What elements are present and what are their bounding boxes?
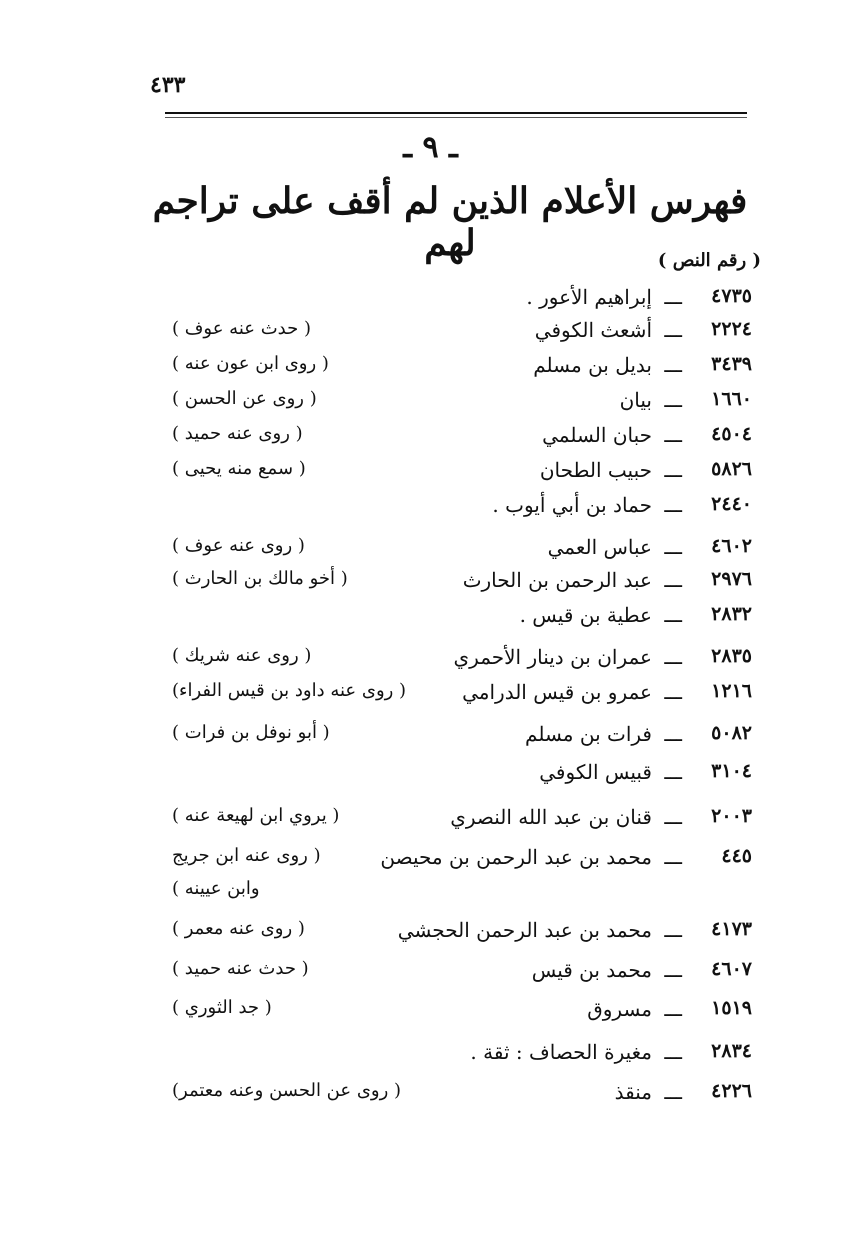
index-entry <box>150 645 760 679</box>
entry-note: ( أبو نوفل بن فرات ) <box>172 722 330 743</box>
entry-dash: ـــ <box>664 285 682 309</box>
index-entry <box>150 458 760 492</box>
note-continuation: وابن عيينه ) <box>172 878 260 899</box>
header-rule <box>165 112 747 114</box>
entry-name: منقذ <box>614 1080 652 1104</box>
entry-number: ٢٨٣٥ <box>711 645 752 667</box>
entry-note: ( حدث عنه حميد ) <box>172 958 309 979</box>
entry-name: مسروق <box>587 997 652 1021</box>
index-entry <box>150 1080 760 1114</box>
entry-note: ( روى عنه ابن جريج <box>172 845 321 866</box>
entry-name: محمد بن عبد الرحمن بن محيصن <box>380 845 652 869</box>
entry-name: عبد الرحمن بن الحارث <box>462 568 652 592</box>
entry-number: ٣٤٣٩ <box>711 353 752 375</box>
entry-name: مغيرة الحصاف : ثقة . <box>470 1040 652 1064</box>
entry-note: ( روى عنه داود بن قيس الفراء) <box>172 680 407 701</box>
entry-name: محمد بن عبد الرحمن الحجشي <box>397 918 652 942</box>
entry-dash: ـــ <box>664 805 682 829</box>
index-entry <box>150 353 760 387</box>
entry-number: ٤٧٣٥ <box>711 285 752 307</box>
entry-dash: ـــ <box>664 1080 682 1104</box>
header-rule-thin <box>165 117 747 118</box>
entry-note: ( حدث عنه عوف ) <box>172 318 311 339</box>
entry-number: ٥٠٨٢ <box>711 722 752 744</box>
entry-number: ٢٠٠٣ <box>711 805 752 827</box>
entry-number: ٤٦٠٢ <box>711 535 752 557</box>
entry-name: قنان بن عبد الله النصري <box>450 805 652 829</box>
entry-dash: ـــ <box>664 680 682 704</box>
index-entry <box>150 722 760 756</box>
entry-name: أشعث الكوفي <box>534 318 652 342</box>
entry-number: ٢٨٣٢ <box>711 603 752 625</box>
entry-dash: ـــ <box>664 423 682 447</box>
entry-dash: ـــ <box>664 645 682 669</box>
index-entry <box>150 1040 760 1074</box>
index-entry <box>150 680 760 714</box>
entry-name: حماد بن أبي أيوب . <box>492 493 652 517</box>
entry-name: عمران بن دينار الأحمري <box>453 645 652 669</box>
entry-dash: ـــ <box>664 568 682 592</box>
entry-dash: ـــ <box>664 997 682 1021</box>
entry-dash: ـــ <box>664 958 682 982</box>
entry-number: ٥٨٢٦ <box>711 458 752 480</box>
page-number: ٤٣٣ <box>150 72 186 98</box>
entry-name: عباس العمي <box>547 535 652 559</box>
entry-name: حبان السلمي <box>542 423 652 447</box>
index-entry <box>150 318 760 352</box>
entry-name: عطية بن قيس . <box>519 603 652 627</box>
entry-number: ٢٨٣٤ <box>711 1040 752 1062</box>
entry-dash: ـــ <box>664 918 682 942</box>
entry-dash: ـــ <box>664 760 682 784</box>
entry-number: ٤٢٢٦ <box>711 1080 752 1102</box>
section-number: ـ ٩ ـ <box>403 130 458 165</box>
entry-note: ( روى عنه عوف ) <box>172 535 305 556</box>
entry-number: ١٦٦٠ <box>711 388 752 410</box>
entry-dash: ـــ <box>664 388 682 412</box>
entry-note: ( روى عنه شريك ) <box>172 645 312 666</box>
entry-name: عمرو بن قيس الدرامي <box>462 680 652 704</box>
index-entry <box>150 845 760 879</box>
page-title: فهرس الأعلام الذين لم أقف على تراجم لهم <box>152 180 748 264</box>
index-entry <box>150 493 760 527</box>
entry-number: ٢٤٤٠ <box>711 493 752 515</box>
entry-name: بيان <box>619 388 652 412</box>
entry-note: ( أخو مالك بن الحارث ) <box>172 568 348 589</box>
entry-note: ( روى عن الحسن ) <box>172 388 317 409</box>
index-entry <box>150 918 760 952</box>
entry-number: ٤١٧٣ <box>711 918 752 940</box>
entry-name: حبيب الطحان <box>539 458 652 482</box>
entry-name: قبيس الكوفي <box>539 760 652 784</box>
entry-name: إبراهيم الأعور . <box>526 285 652 309</box>
index-entry <box>150 997 760 1031</box>
entry-dash: ـــ <box>664 458 682 482</box>
entry-number: ٢٩٧٦ <box>711 568 752 590</box>
entry-name: فرات بن مسلم <box>525 722 652 746</box>
index-entry <box>150 535 760 569</box>
index-entry <box>150 568 760 602</box>
entry-note: ( سمع منه يحيى ) <box>172 458 306 479</box>
entry-number: ٤٥٠٤ <box>711 423 752 445</box>
entry-number: ٣١٠٤ <box>711 760 752 782</box>
entry-number: ٤٤٥ <box>721 845 752 867</box>
entry-dash: ـــ <box>664 318 682 342</box>
entry-number: ١٥١٩ <box>711 997 752 1019</box>
entry-dash: ـــ <box>664 722 682 746</box>
entry-dash: ـــ <box>664 353 682 377</box>
index-entry <box>150 760 760 794</box>
entry-dash: ـــ <box>664 603 682 627</box>
entry-dash: ـــ <box>664 535 682 559</box>
index-entry <box>150 423 760 457</box>
entry-note: ( جد الثوري ) <box>172 997 272 1018</box>
column-heading: ( رقم النص ) <box>657 250 761 271</box>
index-entry <box>150 958 760 992</box>
entry-name: محمد بن قيس <box>531 958 652 982</box>
entry-note: ( روى عنه معمر ) <box>172 918 305 939</box>
entry-dash: ـــ <box>664 1040 682 1064</box>
entry-note: ( روى ابن عون عنه ) <box>172 353 329 374</box>
entry-note: ( يروي ابن لهيعة عنه ) <box>172 805 340 826</box>
entry-name: بديل بن مسلم <box>533 353 652 377</box>
entry-dash: ـــ <box>664 493 682 517</box>
index-entry <box>150 285 760 319</box>
entry-note: ( روى عن الحسن وعنه معتمر) <box>172 1080 402 1101</box>
entry-number: ١٢١٦ <box>711 680 752 702</box>
index-entry <box>150 388 760 422</box>
index-entry <box>150 805 760 839</box>
entry-note: ( روى عنه حميد ) <box>172 423 303 444</box>
entry-dash: ـــ <box>664 845 682 869</box>
entry-number: ٢٢٢٤ <box>711 318 752 340</box>
index-entry <box>150 603 760 637</box>
entry-number: ٤٦٠٧ <box>711 958 752 980</box>
